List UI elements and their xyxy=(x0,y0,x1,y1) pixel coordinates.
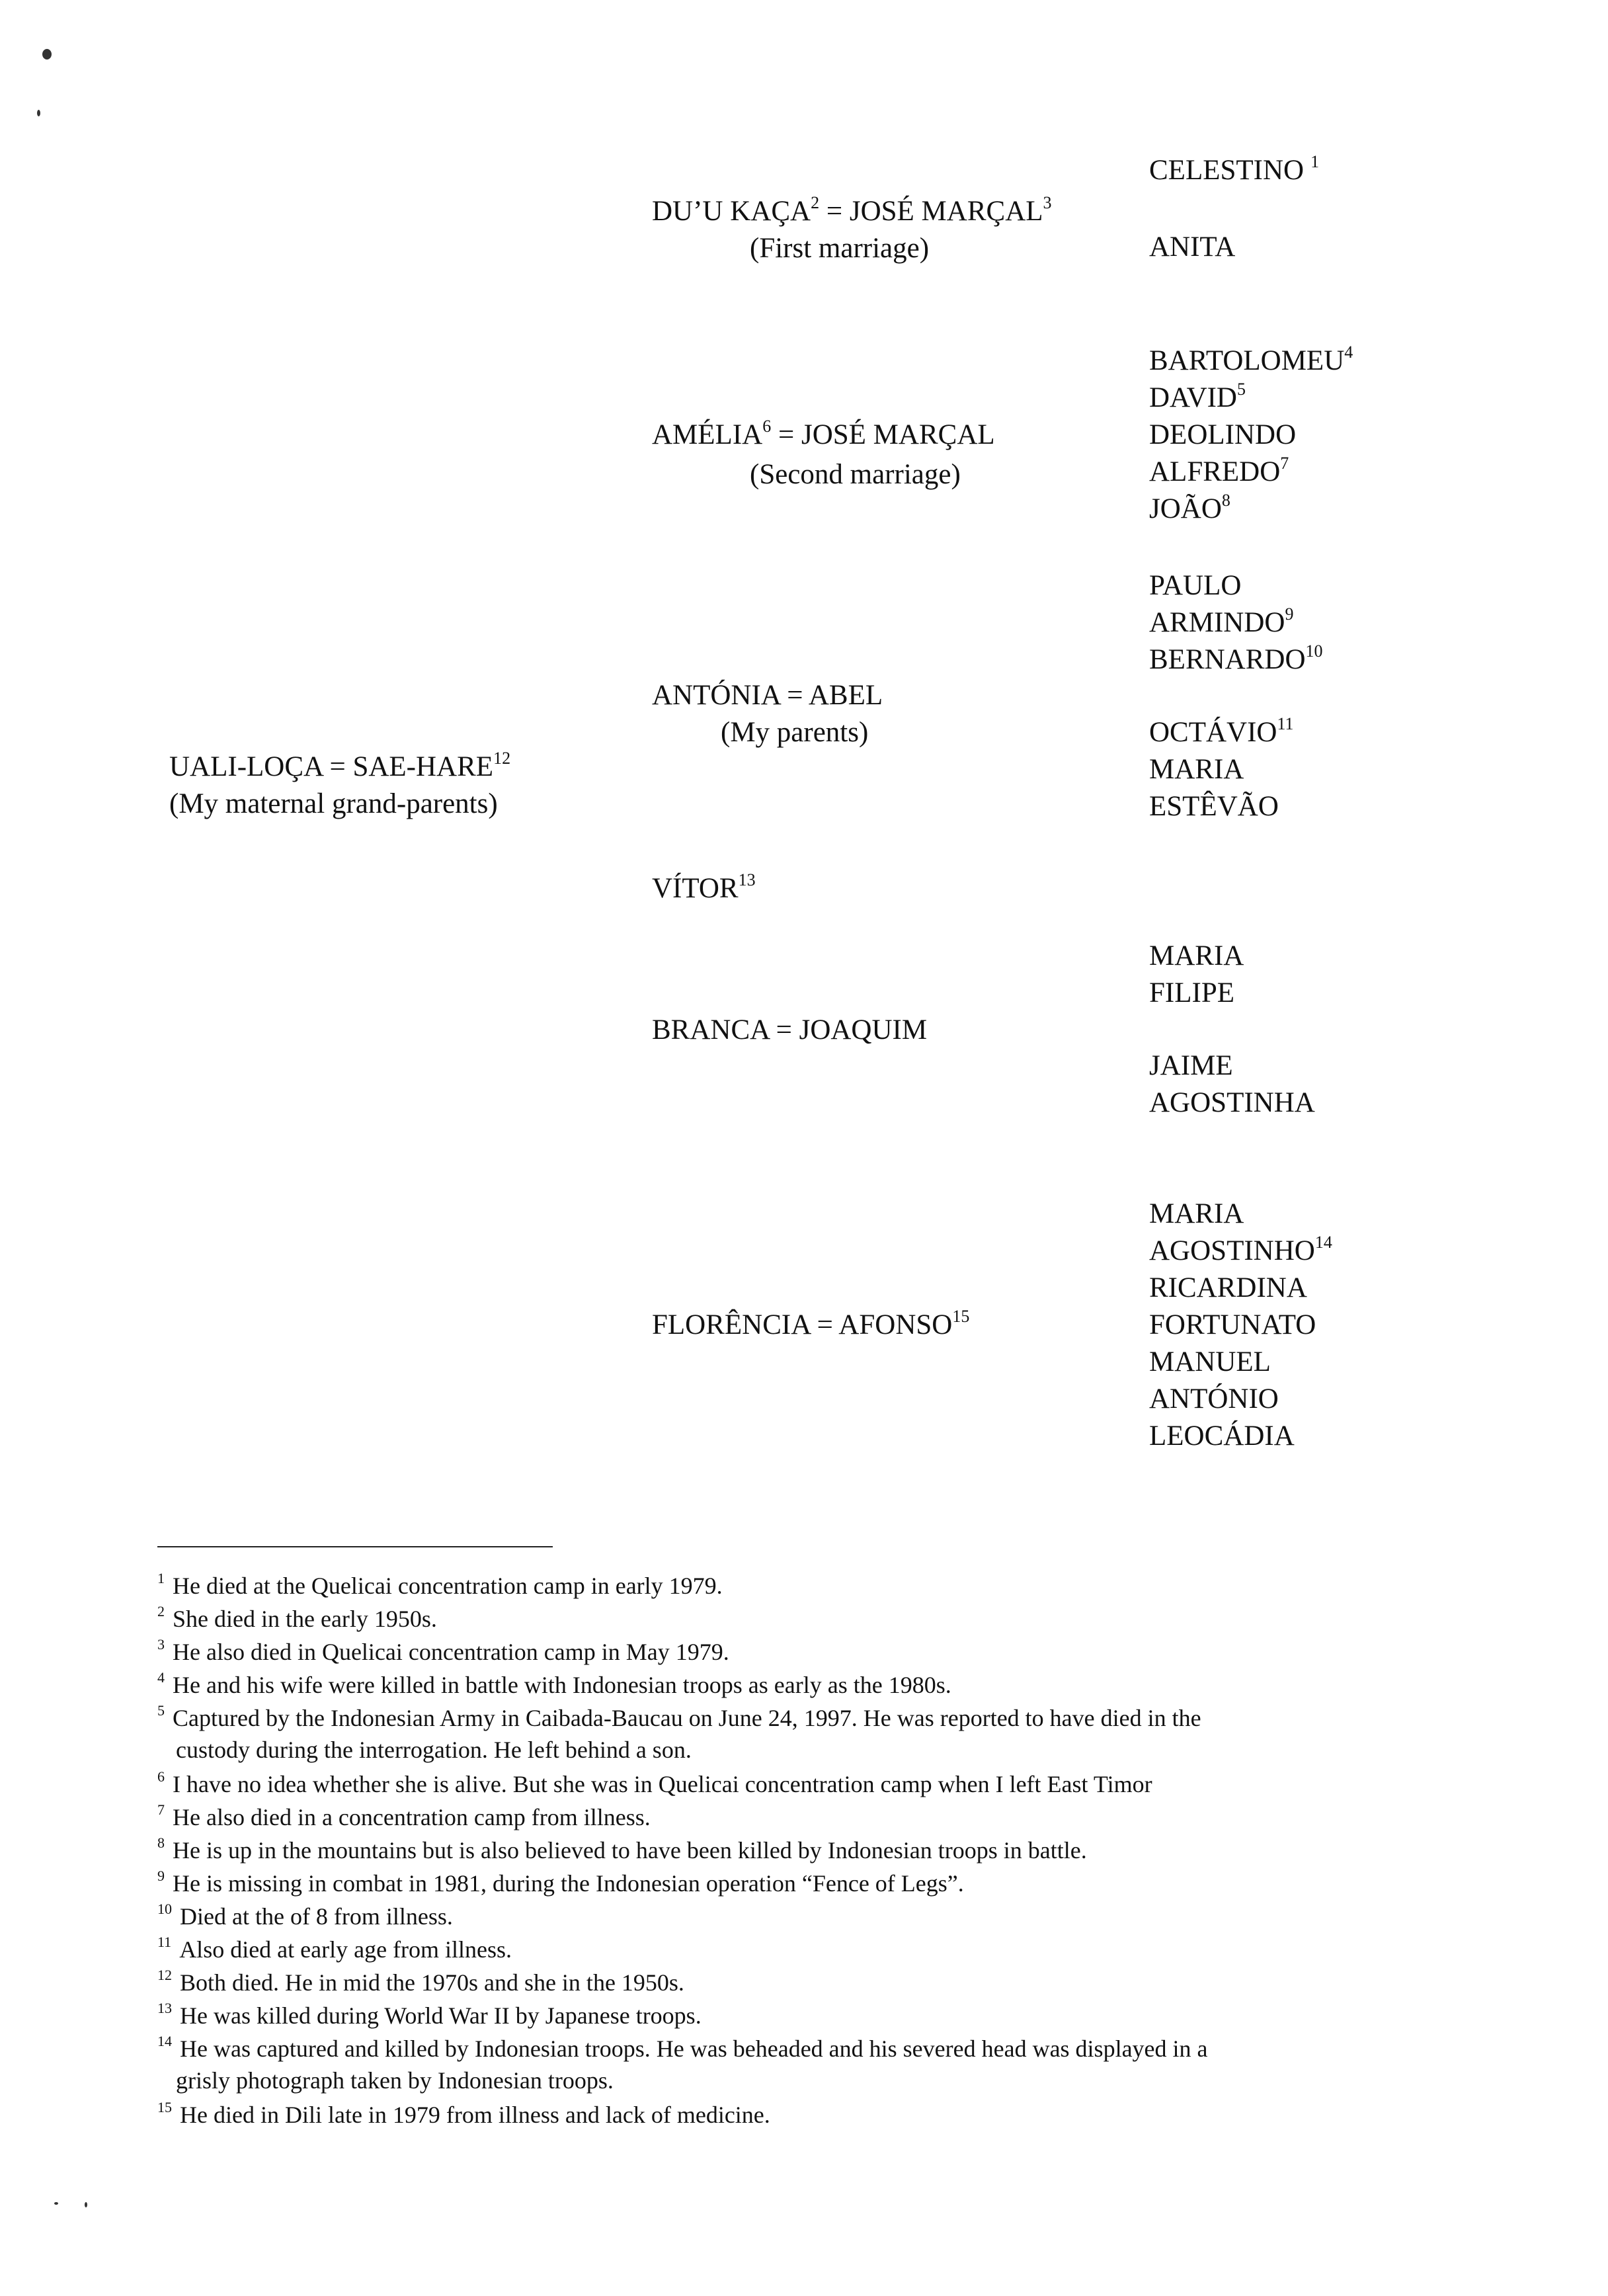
child-name: ANTÓNIO xyxy=(1149,1383,1279,1414)
scan-speck xyxy=(42,49,52,60)
footnote: $^{10}$ Died at the of 8 from illness. xyxy=(157,1901,453,1930)
footnote: $^{12}$ Both died. He in mid the 1970s and she in the 1950s. xyxy=(157,1967,684,1996)
child-name: ARMINDO$^9$ xyxy=(1149,604,1294,638)
union-caption: (First marriage) xyxy=(750,233,930,264)
child-name: FORTUNATO xyxy=(1149,1309,1316,1340)
child-name: FILIPE xyxy=(1149,977,1234,1008)
union-couple: $AMÉLIA^6$ = JOSÉ MARÇAL xyxy=(652,417,995,450)
union-couple: DU’U $KAÇA^2$ = JOSÉ MARÇAL$^3$ xyxy=(652,193,1052,227)
footnote: $^7$ He also died in a concentration camp from illness. xyxy=(157,1801,651,1830)
child-name: ESTÊVÃO xyxy=(1149,791,1279,822)
child-name: CELESTINO $^1$ xyxy=(1149,152,1320,186)
child-name: PAULO xyxy=(1149,570,1242,601)
footnote: $^{14}$ He was captured and killed by Indonesian troops. He was beheaded and his severed head was displayed in a grisly photograph taken by Indonesian troops. xyxy=(157,2033,1208,2094)
footnote: $^{11}$ Also died at early age from illness. xyxy=(157,1934,512,1963)
child-name: MANUEL xyxy=(1149,1346,1271,1377)
child-name: BERNARDO$^{10}$ xyxy=(1149,641,1323,675)
union-couple: BRANCA = JOAQUIM xyxy=(652,1014,928,1046)
child-name: JOÃO$^8$ xyxy=(1149,491,1230,524)
child-name: ALFREDO$^7$ xyxy=(1149,454,1289,487)
footnote: $^5$ Captured by the Indonesian Army in Caibada-Baucau on June 24, 1997. He was reported to have died in the custody during the interrogation. He left behind a son. xyxy=(157,1702,1201,1763)
footnote: $^1$ He died at the Quelicai concentration camp in early 1979. xyxy=(157,1570,723,1599)
child-name: AGOSTINHA xyxy=(1149,1087,1315,1118)
grandparents-caption: (My maternal grand-parents) xyxy=(169,788,498,819)
union-caption: (Second marriage) xyxy=(750,459,961,490)
scan-speck xyxy=(54,2202,58,2205)
child-name: JAIME xyxy=(1149,1050,1233,1081)
child-name: OCTÁVIO$^{11}$ xyxy=(1149,714,1294,748)
footnote: $^{15}$ He died in Dili late in 1979 from illness and lack of medicine. xyxy=(157,2099,770,2128)
union-couple: ANTÓNIA = ABEL xyxy=(652,680,883,711)
child-name: LEOCÁDIA xyxy=(1149,1420,1295,1452)
child-name: AGOSTINHO$^{14}$ xyxy=(1149,1233,1332,1266)
child-name: DEOLINDO xyxy=(1149,419,1297,450)
child-name: BARTOLOMEU$^4$ xyxy=(1149,343,1353,376)
footnote: $^6$ I have no idea whether she is alive. But she was in Quelicai concentration camp when I left East Timor xyxy=(157,1768,1152,1797)
union-caption: (My parents) xyxy=(721,717,869,748)
child-name: MARIA xyxy=(1149,754,1244,785)
child-name: RICARDINA xyxy=(1149,1272,1307,1303)
footnote: $^8$ He is up in the mountains but is also believed to have been killed by Indonesian troops in battle. xyxy=(157,1834,1087,1864)
union-couple: VÍTOR$^{13}$ xyxy=(652,870,756,904)
footnote-separator xyxy=(157,1546,553,1547)
scan-speck xyxy=(37,110,40,116)
scan-speck xyxy=(85,2202,87,2207)
footnote: $^2$ She died in the early 1950s. xyxy=(157,1603,437,1632)
child-name: ANITA xyxy=(1149,231,1236,263)
footnote: $^9$ He is missing in combat in 1981, during the Indonesian operation “Fence of Legs”. xyxy=(157,1867,964,1897)
child-name: DAVID$^5$ xyxy=(1149,380,1246,413)
footnote: $^3$ He also died in Quelicai concentration camp in May 1979. xyxy=(157,1636,729,1665)
grandparents-couple: UALI-LOÇA = SAE-$HARE^{12}$ xyxy=(169,749,511,782)
union-couple: FLORÊNCIA = $AFONSO^{15}$ xyxy=(652,1307,970,1340)
footnote: $^4$ He and his wife were killed in battle with Indonesian troops as early as the 1980s. xyxy=(157,1669,951,1698)
child-name: MARIA xyxy=(1149,940,1244,971)
footnote: $^{13}$ He was killed during World War II by Japanese troops. xyxy=(157,2000,702,2029)
child-name: MARIA xyxy=(1149,1198,1244,1229)
